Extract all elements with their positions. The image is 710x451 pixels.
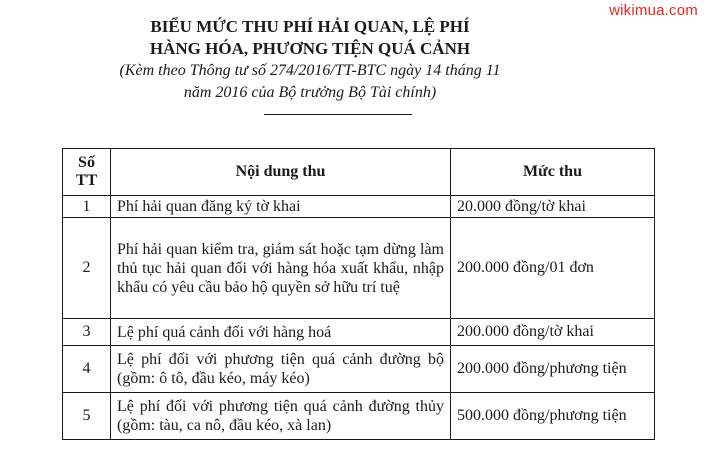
subtitle-line-1: (Kèm theo Thông tư số 274/2016/TT-BTC ngày 14 tháng 11 [119, 62, 501, 79]
row-number: 4 [63, 346, 111, 393]
document-header [0, 16, 620, 104]
subtitle-line-2: năm 2016 của Bộ trưởng Bộ Tài chính) [183, 84, 437, 101]
table-row [63, 346, 655, 393]
row-number: 3 [63, 319, 111, 346]
row-content: Lệ phí quá cảnh đối với hàng hoá [111, 319, 451, 346]
watermark-text: wikimua.com [609, 2, 698, 19]
row-number: 5 [63, 393, 111, 440]
row-number: 1 [63, 196, 111, 218]
fee-table [62, 148, 655, 440]
row-rate: 200.000 đồng/tờ khai [451, 319, 655, 346]
row-content: Lệ phí đối với phương tiện quá cảnh đường thủy (gồm: tàu, ca nô, đầu kéo, xà lan) [111, 393, 451, 440]
table-header-row [63, 149, 655, 196]
row-number: 2 [63, 218, 111, 319]
header-no [63, 149, 111, 196]
row-content: Lệ phí đối với phương tiện quá cảnh đường bộ (gồm: ô tô, đầu kéo, máy kéo) [111, 346, 451, 393]
header-rate: Mức thu [451, 149, 655, 196]
table-row [63, 218, 655, 319]
header-no-line-1: Số [78, 154, 95, 171]
title-line-2: HÀNG HÓA, PHƯƠNG TIỆN QUÁ CẢNH [149, 39, 471, 58]
title-line-1: BIỂU MỨC THU PHÍ HẢI QUAN, LỆ PHÍ [150, 17, 470, 36]
row-rate: 200.000 đồng/phương tiện [451, 346, 655, 393]
table-row [63, 319, 655, 346]
row-rate: 500.000 đồng/phương tiện [451, 393, 655, 440]
table-row [63, 393, 655, 440]
table-row [63, 196, 655, 218]
row-rate: 20.000 đồng/tờ khai [451, 196, 655, 218]
header-no-line-2: TT [75, 172, 98, 189]
row-content: Phí hải quan kiểm tra, giám sát hoặc tạm dừng làm thủ tục hải quan đối với hàng hóa xuất khẩu, nhập khẩu có yêu cầu bảo hộ quyền sở hữu trí tuệ [111, 218, 451, 319]
header-divider [264, 114, 412, 115]
row-rate: 200.000 đồng/01 đơn [451, 218, 655, 319]
row-content: Phí hải quan đăng ký tờ khai [111, 196, 451, 218]
header-content: Nội dung thu [111, 149, 451, 196]
